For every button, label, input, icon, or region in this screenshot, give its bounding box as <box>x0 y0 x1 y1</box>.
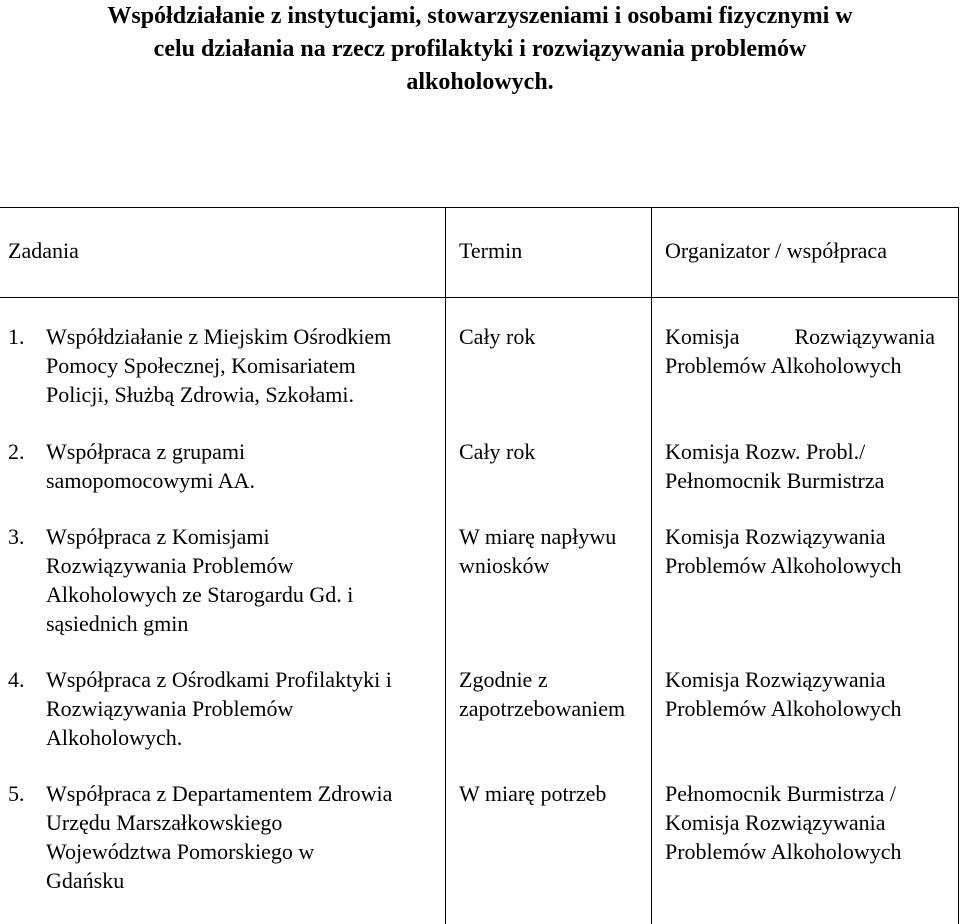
table-row-organizer <box>665 522 935 580</box>
task-line: Policji, Służbą Zdrowia, Szkołami. <box>46 382 354 407</box>
row-number: 4. <box>8 667 25 692</box>
organizer-line: Pełnomocnik Burmistrza / <box>665 781 896 806</box>
table-row-task <box>8 665 438 752</box>
column-divider <box>651 207 652 924</box>
row-number: 5. <box>8 781 25 806</box>
row-number: 2. <box>8 439 25 464</box>
table-row-organizer <box>665 665 935 723</box>
organizer-line: Problemów Alkoholowych <box>665 839 902 864</box>
table-row-deadline <box>459 437 644 466</box>
task-line: Gdańsku <box>46 868 125 893</box>
table-row-deadline <box>459 779 644 808</box>
task-line: Rozwiązywania Problemów <box>46 553 294 578</box>
header-tasks: Zadania <box>8 238 79 263</box>
task-line: Alkoholowych ze Starogardu Gd. i <box>46 582 354 607</box>
organizer-line: Komisja Rozwiązywania <box>665 667 886 692</box>
header-organizer: Organizator / współpraca <box>665 238 887 263</box>
table-row-task <box>8 437 438 495</box>
table-row-deadline <box>459 665 644 723</box>
task-line: Współpraca z Ośrodkami Profilaktyki i <box>46 667 392 692</box>
table-row-organizer <box>665 322 935 380</box>
table-row-organizer <box>665 779 945 866</box>
task-line: Alkoholowych. <box>46 725 183 750</box>
organizer-line: Problemów Alkoholowych <box>665 553 902 578</box>
task-line: sąsiednich gmin <box>46 611 189 636</box>
organizer-line: Komisja Rozwiązywania <box>665 810 886 835</box>
table-row-task <box>8 779 448 895</box>
organizer-line: Problemów Alkoholowych <box>665 353 902 378</box>
organizer-line: Komisja Rozwiązywania <box>665 324 935 349</box>
table-row-deadline <box>459 322 644 351</box>
table-row-organizer <box>665 437 935 495</box>
task-line: Współpraca z grupami <box>46 439 246 464</box>
deadline-line: Zgodnie z <box>459 667 548 692</box>
title-line: alkoholowych. <box>406 69 554 95</box>
document-title <box>0 0 960 99</box>
task-line: Współpraca z Departamentem Zdrowia <box>46 781 393 806</box>
deadline-line: Cały rok <box>459 439 536 464</box>
header-deadline: Termin <box>459 238 523 263</box>
task-line: samopomocowymi AA. <box>46 468 255 493</box>
row-number: 1. <box>8 324 25 349</box>
task-line: Pomocy Społecznej, Komisariatem <box>46 353 356 378</box>
organizer-line: Problemów Alkoholowych <box>665 696 902 721</box>
table-row-task <box>8 322 438 409</box>
organizer-line: Komisja Rozw. Probl./ <box>665 439 866 464</box>
organizer-line: Komisja Rozwiązywania <box>665 524 886 549</box>
row-number: 3. <box>8 524 25 549</box>
title-line: Współdziałanie z instytucjami, stowarzyszeniami i osobami fizycznymi w <box>107 3 853 29</box>
deadline-line: Cały rok <box>459 324 536 349</box>
header-divider <box>0 297 959 298</box>
deadline-line: wniosków <box>459 553 550 578</box>
table-row-deadline <box>459 522 644 580</box>
deadline-line: W miarę potrzeb <box>459 781 607 806</box>
organizer-line: Pełnomocnik Burmistrza <box>665 468 885 493</box>
table-row-task <box>8 522 438 638</box>
task-line: Współdziałanie z Miejskim Ośrodkiem <box>46 324 392 349</box>
deadline-line: zapotrzebowaniem <box>459 696 626 721</box>
title-line: celu działania na rzecz profilaktyki i rozwiązywania problemów <box>153 36 807 62</box>
task-line: Województwa Pomorskiego w <box>46 839 315 864</box>
task-line: Urzędu Marszałkowskiego <box>46 810 283 835</box>
task-line: Współpraca z Komisjami <box>46 524 270 549</box>
deadline-line: W miarę napływu <box>459 524 617 549</box>
task-line: Rozwiązywania Problemów <box>46 696 294 721</box>
